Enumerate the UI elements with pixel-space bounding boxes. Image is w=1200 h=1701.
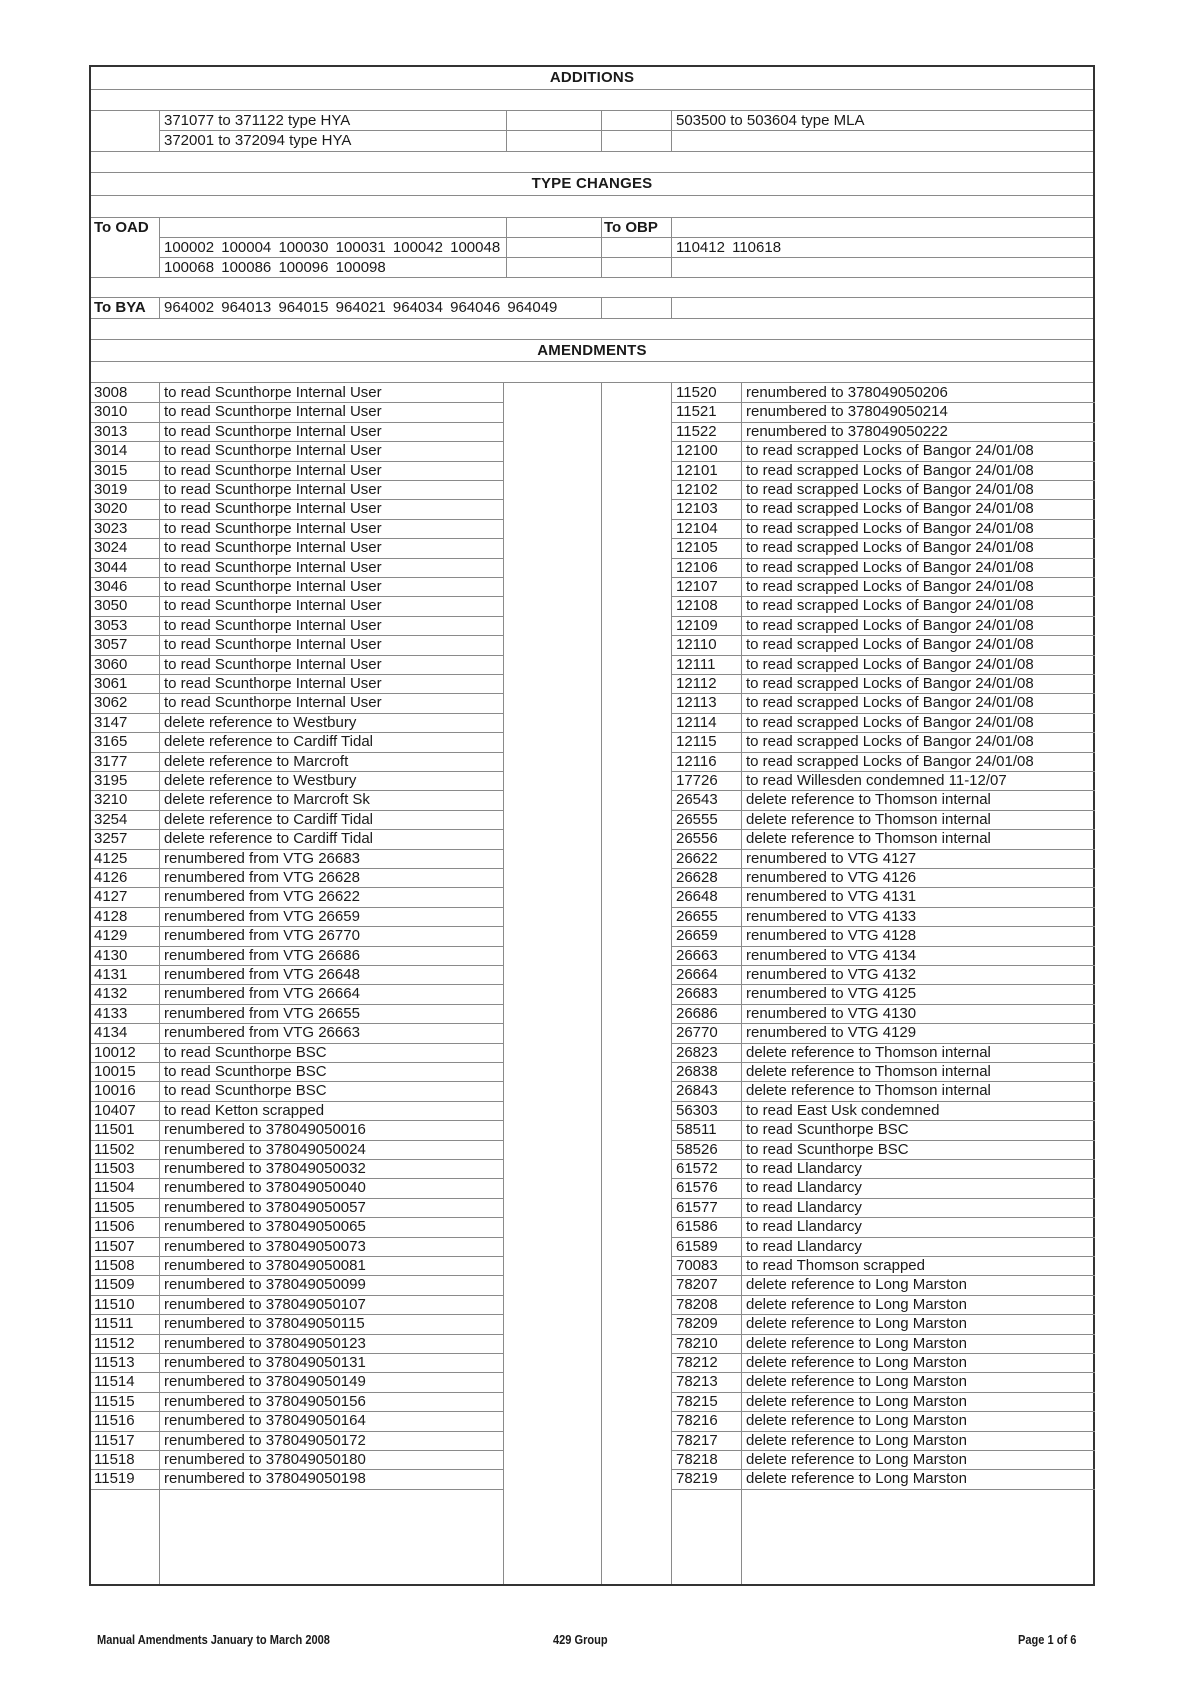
amendment-description: delete reference to Marcroft Sk	[164, 791, 370, 809]
oad-numbers-line-2: 100068 100086 100096 100098	[164, 259, 386, 276]
amendment-number: 12112	[676, 675, 717, 692]
amendment-description: to read Willesden condemned 11-12/07	[746, 772, 1007, 789]
amendment-description: renumbered to 378049050032	[164, 1160, 366, 1177]
amendment-description: renumbered to 378049050099	[164, 1276, 366, 1294]
amendment-number: 4133	[94, 1004, 128, 1022]
amendment-number: 3046	[94, 578, 128, 595]
amendment-description: renumbered to 378049050107	[164, 1295, 366, 1313]
amendment-description: renumbered from VTG 26686	[164, 946, 360, 964]
amendment-description: renumbered from VTG 26628	[164, 869, 360, 886]
amendment-number: 26556	[676, 830, 718, 848]
amendment-description: renumbered from VTG 26663	[164, 1024, 360, 1042]
footer-page-number: Page 1 of 6	[1018, 1632, 1077, 1647]
amendment-number: 61586	[676, 1218, 718, 1236]
amendment-number: 3177	[94, 752, 128, 770]
amendment-description: renumbered to 378049050172	[164, 1431, 366, 1449]
amendment-description: delete reference to Westbury	[164, 772, 357, 789]
amendment-number: 61577	[676, 1198, 718, 1216]
amendment-description: delete reference to Cardiff Tidal	[164, 733, 374, 751]
amendment-number: 11519	[94, 1470, 135, 1488]
amendment-number: 3053	[94, 616, 128, 634]
amendment-number: 4129	[94, 927, 128, 945]
amendment-number: 3020	[94, 500, 128, 518]
footer-group-name: 429 Group	[553, 1632, 608, 1647]
amendment-description: to read Thomson scrapped	[746, 1257, 925, 1274]
amendment-description: renumbered to 378049050222	[746, 422, 948, 440]
amendment-number: 12116	[676, 752, 717, 770]
amendment-number: 11510	[94, 1295, 135, 1313]
amendment-description: to read Scunthorpe Internal User	[164, 655, 382, 673]
amendment-description: to read Scunthorpe Internal User	[164, 636, 382, 654]
amendment-description: delete reference to Long Marston	[746, 1412, 967, 1430]
amendment-number: 3257	[94, 830, 128, 848]
amendment-description: renumbered to VTG 4125	[746, 985, 917, 1003]
amendment-number: 26659	[676, 927, 718, 945]
amendment-description: to read scrapped Locks of Bangor 24/01/08	[746, 616, 1034, 634]
amendment-number: 11514	[94, 1373, 135, 1391]
amendment-description: renumbered from VTG 26770	[164, 927, 360, 945]
amendment-description: renumbered to VTG 4131	[746, 888, 917, 906]
amendment-number: 12103	[676, 500, 718, 518]
column-divider	[741, 382, 742, 1584]
amendment-number: 3061	[94, 675, 128, 692]
amendment-description: to read scrapped Locks of Bangor 24/01/08	[746, 675, 1034, 692]
amendment-number: 3147	[94, 713, 128, 731]
amendment-number: 11521	[676, 403, 717, 421]
amendment-number: 78216	[676, 1412, 718, 1430]
amendment-description: to read Scunthorpe Internal User	[164, 519, 382, 537]
amendment-number: 78215	[676, 1392, 718, 1410]
amendment-description: to read Scunthorpe Internal User	[164, 616, 382, 634]
amendment-number: 11506	[94, 1218, 135, 1236]
amendment-description: to read Llandarcy	[746, 1160, 862, 1177]
amendment-description: renumbered from VTG 26655	[164, 1004, 360, 1022]
amendment-number: 4125	[94, 849, 128, 867]
bya-numbers: 964002 964013 964015 964021 964034 964046 964049	[164, 299, 558, 316]
amendment-description: renumbered to 378049050065	[164, 1218, 366, 1236]
amendment-description: renumbered to 378049050156	[164, 1392, 366, 1410]
amendment-description: to read Scunthorpe BSC	[746, 1121, 909, 1139]
amendment-number: 3057	[94, 636, 128, 654]
amendment-description: renumbered to 378049050214	[746, 403, 948, 421]
amendment-number: 10012	[94, 1043, 136, 1061]
amendment-description: delete reference to Long Marston	[746, 1354, 967, 1371]
amendment-description: renumbered to VTG 4133	[746, 907, 917, 925]
amendment-description: to read scrapped Locks of Bangor 24/01/08	[746, 713, 1034, 731]
amendment-description: delete reference to Thomson internal	[746, 1082, 991, 1100]
amendment-number: 3210	[94, 791, 128, 809]
amendment-number: 3010	[94, 403, 128, 421]
amendment-description: renumbered to 378049050149	[164, 1373, 366, 1391]
amendment-number: 78212	[676, 1354, 718, 1371]
amendment-number: 12106	[676, 558, 718, 576]
amendment-number: 11507	[94, 1237, 135, 1255]
amendment-number: 26555	[676, 810, 718, 828]
amendment-description: to read Scunthorpe BSC	[164, 1063, 327, 1080]
amendment-number: 10015	[94, 1063, 136, 1080]
amendment-description: renumbered to 378049050057	[164, 1198, 366, 1216]
amendment-description: to read Llandarcy	[746, 1237, 862, 1255]
amendment-number: 3014	[94, 442, 128, 460]
amendment-description: renumbered to 378049050180	[164, 1451, 366, 1468]
amendment-description: delete reference to Westbury	[164, 713, 357, 731]
amendment-number: 26655	[676, 907, 718, 925]
amendment-description: renumbered to 378049050016	[164, 1121, 366, 1139]
amendment-description: renumbered to VTG 4130	[746, 1004, 917, 1022]
amendment-description: delete reference to Long Marston	[746, 1315, 967, 1333]
amendment-number: 11501	[94, 1121, 135, 1139]
amendment-description: delete reference to Thomson internal	[746, 810, 991, 828]
addition-right-1: 503500 to 503604 type MLA	[676, 112, 865, 129]
amendment-description: to read Scunthorpe Internal User	[164, 384, 382, 401]
amendment-description: delete reference to Long Marston	[746, 1392, 967, 1410]
amendment-number: 12110	[676, 636, 717, 654]
amendment-number: 61589	[676, 1237, 718, 1255]
amendment-number: 11522	[676, 422, 717, 440]
footer-document-title: Manual Amendments January to March 2008	[97, 1632, 330, 1647]
amendment-number: 3013	[94, 422, 128, 440]
amendment-number: 26664	[676, 966, 718, 983]
amendment-description: renumbered to 378049050131	[164, 1354, 366, 1371]
amendment-number: 12111	[676, 655, 716, 673]
amendment-number: 4130	[94, 946, 128, 964]
amendment-number: 70083	[676, 1257, 718, 1274]
section-title-type-changes: TYPE CHANGES	[531, 175, 653, 192]
amendment-description: delete reference to Thomson internal	[746, 830, 991, 848]
amendment-number: 26838	[676, 1063, 718, 1080]
amendment-description: to read scrapped Locks of Bangor 24/01/08	[746, 752, 1034, 770]
amendment-description: to read scrapped Locks of Bangor 24/01/08	[746, 597, 1034, 615]
amendment-number: 78207	[676, 1276, 718, 1294]
amendment-description: to read Llandarcy	[746, 1218, 862, 1236]
amendment-number: 11505	[94, 1198, 135, 1216]
label-to-oad: To OAD	[94, 219, 149, 236]
amendment-number: 26686	[676, 1004, 718, 1022]
amendment-description: to read Scunthorpe BSC	[164, 1082, 327, 1100]
amendment-number: 12108	[676, 597, 718, 615]
amendment-number: 11503	[94, 1160, 135, 1177]
amendment-number: 78213	[676, 1373, 718, 1391]
amendment-description: delete reference to Long Marston	[746, 1276, 967, 1294]
amendment-description: to read Scunthorpe Internal User	[164, 461, 382, 479]
amendment-number: 11520	[676, 384, 717, 401]
amendment-description: renumbered to 378049050164	[164, 1412, 366, 1430]
amendment-number: 12105	[676, 539, 718, 557]
amendment-number: 3060	[94, 655, 128, 673]
amendment-description: to read Scunthorpe Internal User	[164, 694, 382, 712]
amendment-description: to read Llandarcy	[746, 1179, 862, 1197]
amendment-description: renumbered to 378049050073	[164, 1237, 366, 1255]
amendment-number: 78208	[676, 1295, 718, 1313]
amendment-number: 3024	[94, 539, 128, 557]
oad-numbers-line-1: 100002 100004 100030 100031 100042 100048	[164, 239, 501, 256]
amendment-number: 12115	[676, 733, 717, 751]
amendment-number: 12114	[676, 713, 717, 731]
amendment-number: 11511	[94, 1315, 134, 1333]
amendment-number: 11504	[94, 1179, 135, 1197]
amendment-description: to read scrapped Locks of Bangor 24/01/08	[746, 655, 1034, 673]
amendment-description: delete reference to Long Marston	[746, 1295, 967, 1313]
amendment-number: 11516	[94, 1412, 135, 1430]
amendment-description: to read scrapped Locks of Bangor 24/01/08	[746, 539, 1034, 557]
amendments-sheet	[89, 65, 1095, 1586]
amendment-description: delete reference to Long Marston	[746, 1451, 967, 1468]
amendment-number: 11502	[94, 1140, 135, 1158]
amendment-description: renumbered from VTG 26648	[164, 966, 360, 983]
amendment-number: 4131	[94, 966, 128, 983]
amendment-number: 12102	[676, 481, 718, 498]
amendment-number: 56303	[676, 1101, 718, 1119]
label-to-obp: To OBP	[604, 219, 658, 236]
amendment-number: 61572	[676, 1160, 718, 1177]
amendment-number: 3050	[94, 597, 128, 615]
amendment-number: 78219	[676, 1470, 718, 1488]
amendment-description: delete reference to Long Marston	[746, 1373, 967, 1391]
amendment-number: 4127	[94, 888, 128, 906]
amendment-number: 3019	[94, 481, 128, 498]
section-title-additions: ADDITIONS	[549, 69, 635, 86]
amendment-description: delete reference to Cardiff Tidal	[164, 830, 374, 848]
amendment-description: to read Scunthorpe Internal User	[164, 597, 382, 615]
amendment-number: 61576	[676, 1179, 718, 1197]
amendment-description: to read Ketton scrapped	[164, 1101, 325, 1119]
amendment-description: renumbered to VTG 4127	[746, 849, 917, 867]
amendment-number: 58526	[676, 1140, 718, 1158]
amendment-number: 26663	[676, 946, 718, 964]
amendment-number: 3008	[94, 384, 128, 401]
amendment-number: 3165	[94, 733, 128, 751]
amendment-description: renumbered to 378049050198	[164, 1470, 366, 1488]
amendment-description: renumbered to VTG 4132	[746, 966, 917, 983]
amendment-description: to read scrapped Locks of Bangor 24/01/08	[746, 636, 1034, 654]
amendment-number: 26843	[676, 1082, 718, 1100]
amendment-description: to read Scunthorpe Internal User	[164, 578, 382, 595]
amendment-number: 78209	[676, 1315, 718, 1333]
amendment-number: 4134	[94, 1024, 128, 1042]
amendment-description: to read Scunthorpe Internal User	[164, 539, 382, 557]
amendment-description: renumbered to 378049050123	[164, 1334, 366, 1352]
amendment-description: renumbered to 378049050115	[164, 1315, 365, 1333]
amendment-description: to read Llandarcy	[746, 1198, 862, 1216]
amendment-number: 26622	[676, 849, 718, 867]
amendment-number: 26628	[676, 869, 718, 886]
amendment-number: 17726	[676, 772, 718, 789]
amendment-description: to read scrapped Locks of Bangor 24/01/08	[746, 558, 1034, 576]
amendment-description: delete reference to Thomson internal	[746, 1043, 991, 1061]
amendment-description: to read Scunthorpe Internal User	[164, 500, 382, 518]
amendment-description: to read Scunthorpe Internal User	[164, 481, 382, 498]
amendment-description: to read scrapped Locks of Bangor 24/01/08	[746, 481, 1034, 498]
amendment-number: 78218	[676, 1451, 718, 1468]
amendment-number: 58511	[676, 1121, 717, 1139]
amendment-description: to read Scunthorpe Internal User	[164, 558, 382, 576]
amendment-description: to read scrapped Locks of Bangor 24/01/08	[746, 519, 1034, 537]
amendment-number: 12113	[676, 694, 717, 712]
amendment-number: 12109	[676, 616, 718, 634]
amendment-number: 3044	[94, 558, 128, 576]
amendment-number: 11517	[94, 1431, 135, 1449]
amendment-description: renumbered to VTG 4129	[746, 1024, 917, 1042]
amendment-description: to read scrapped Locks of Bangor 24/01/08	[746, 461, 1034, 479]
amendment-number: 4132	[94, 985, 128, 1003]
amendment-number: 78217	[676, 1431, 718, 1449]
amendment-description: to read scrapped Locks of Bangor 24/01/08	[746, 500, 1034, 518]
amendment-number: 10407	[94, 1101, 136, 1119]
amendment-number: 11508	[94, 1257, 135, 1274]
amendment-number: 11509	[94, 1276, 135, 1294]
amendment-description: to read Scunthorpe Internal User	[164, 442, 382, 460]
amendment-description: to read scrapped Locks of Bangor 24/01/08	[746, 733, 1034, 751]
amendment-description: delete reference to Thomson internal	[746, 1063, 991, 1080]
amendment-description: to read scrapped Locks of Bangor 24/01/08	[746, 442, 1034, 460]
amendment-number: 3023	[94, 519, 128, 537]
amendment-number: 11518	[94, 1451, 135, 1468]
amendment-description: renumbered to VTG 4128	[746, 927, 917, 945]
amendment-description: renumbered from VTG 26683	[164, 849, 360, 867]
addition-left-2: 372001 to 372094 type HYA	[164, 132, 352, 149]
amendment-number: 12100	[676, 442, 718, 460]
amendment-number: 4128	[94, 907, 128, 925]
amendment-number: 26770	[676, 1024, 718, 1042]
amendment-description: renumbered to 378049050040	[164, 1179, 366, 1197]
addition-left-1: 371077 to 371122 type HYA	[164, 112, 351, 129]
amendment-number: 3062	[94, 694, 128, 712]
amendment-description: renumbered to 378049050024	[164, 1140, 366, 1158]
amendment-number: 11512	[94, 1334, 135, 1352]
label-to-bya: To BYA	[94, 299, 146, 316]
amendment-description: delete reference to Long Marston	[746, 1470, 967, 1488]
amendment-description: renumbered from VTG 26664	[164, 985, 360, 1003]
amendment-description: to read scrapped Locks of Bangor 24/01/08	[746, 578, 1034, 595]
amendment-number: 10016	[94, 1082, 136, 1100]
amendment-description: to read Scunthorpe BSC	[164, 1043, 327, 1061]
amendment-description: to read Scunthorpe BSC	[746, 1140, 909, 1158]
amendment-number: 11515	[94, 1392, 135, 1410]
amendment-description: delete reference to Long Marston	[746, 1431, 967, 1449]
amendment-number: 4126	[94, 869, 128, 886]
amendment-description: delete reference to Marcroft	[164, 752, 349, 770]
amendment-description: delete reference to Thomson internal	[746, 791, 991, 809]
obp-numbers-line-1: 110412 110618	[676, 239, 782, 256]
amendment-description: renumbered to 378049050081	[164, 1257, 366, 1274]
amendment-description: to read Scunthorpe Internal User	[164, 675, 382, 692]
section-title-amendments: AMENDMENTS	[537, 342, 647, 359]
amendment-description: to read Scunthorpe Internal User	[164, 422, 382, 440]
amendment-number: 12101	[676, 461, 718, 479]
amendment-description: renumbered to VTG 4134	[746, 946, 917, 964]
amendment-description: to read scrapped Locks of Bangor 24/01/08	[746, 694, 1034, 712]
amendment-description: to read East Usk condemned	[746, 1101, 940, 1119]
amendment-number: 11513	[94, 1354, 135, 1371]
amendment-description: renumbered to VTG 4126	[746, 869, 917, 886]
amendment-number: 12107	[676, 578, 718, 595]
amendment-number: 26823	[676, 1043, 718, 1061]
amendment-description: delete reference to Long Marston	[746, 1334, 967, 1352]
amendment-number: 78210	[676, 1334, 718, 1352]
amendment-number: 3254	[94, 810, 128, 828]
amendment-description: to read Scunthorpe Internal User	[164, 403, 382, 421]
amendment-number: 12104	[676, 519, 718, 537]
amendment-number: 3015	[94, 461, 128, 479]
amendment-description: delete reference to Cardiff Tidal	[164, 810, 374, 828]
amendment-number: 26543	[676, 791, 718, 809]
amendment-number: 26683	[676, 985, 718, 1003]
amendment-description: renumbered to 378049050206	[746, 384, 948, 401]
amendment-number: 26648	[676, 888, 718, 906]
amendment-description: renumbered from VTG 26622	[164, 888, 360, 906]
amendment-description: renumbered from VTG 26659	[164, 907, 360, 925]
amendment-number: 3195	[94, 772, 128, 789]
